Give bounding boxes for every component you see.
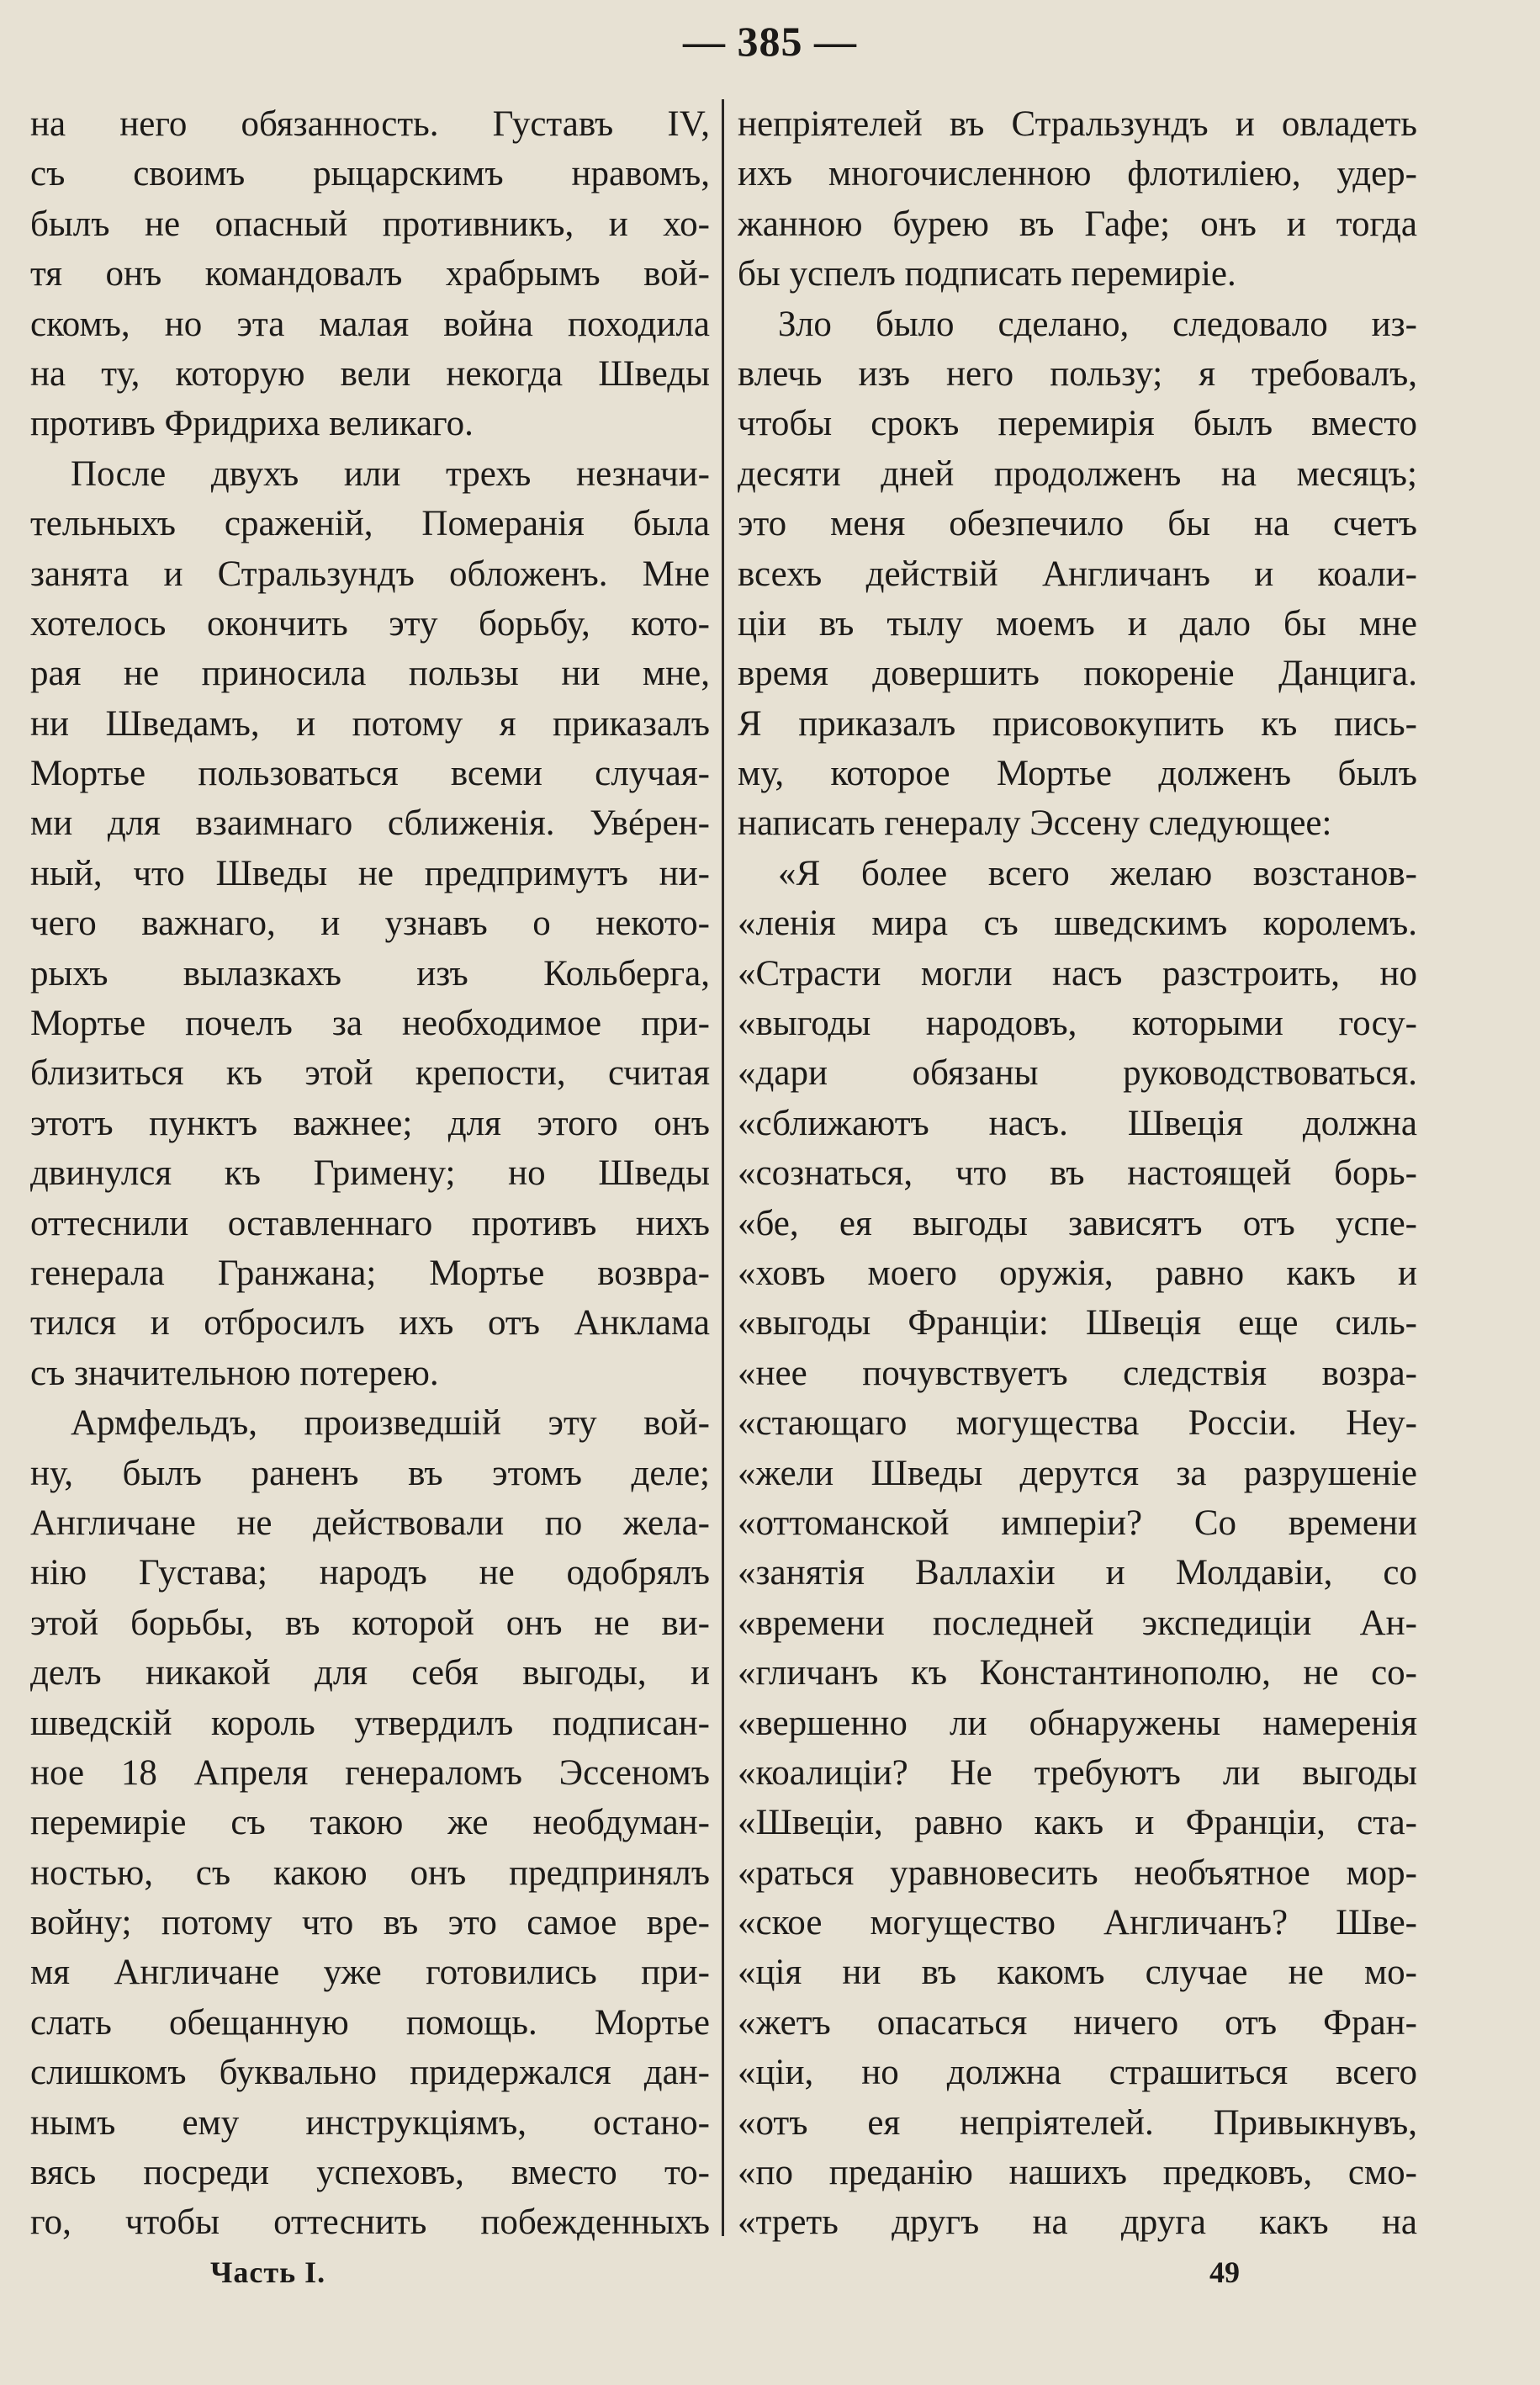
text-line: «гличанъ къ Константинополю, не со- <box>738 1653 1417 1693</box>
text-line: ни Шведамъ, и потому я приказалъ <box>30 703 710 744</box>
part-label: Часть I. <box>210 2255 326 2289</box>
text-line: После двухъ или трехъ незначи- <box>71 453 710 494</box>
text-line: «оттоманской имперіи? Со времени <box>738 1503 1417 1543</box>
text-line: слать обещанную помощь. Мортье <box>30 2002 710 2043</box>
text-line: «раться уравновесить необъятное мор- <box>738 1852 1417 1893</box>
text-line: «Страсти могли насъ разстроить, но <box>738 953 1417 994</box>
text-line: «стающаго могущества Россіи. Неу- <box>738 1403 1417 1444</box>
text-line: мя Англичане уже готовились при- <box>30 1953 710 1993</box>
text-line: этой борьбы, въ которой онъ не ви- <box>30 1603 710 1643</box>
text-line: «ховъ моего оружія, равно какъ и <box>738 1253 1417 1293</box>
text-line: «треть другъ на друга какъ на <box>738 2202 1417 2243</box>
text-line: ихъ многочисленною флотиліею, удер- <box>738 154 1417 194</box>
text-line: «вершенно ли обнаружены намеренія <box>738 1703 1417 1743</box>
text-line: чтобы срокъ перемирія былъ вместо <box>738 404 1417 444</box>
text-line: войну; потому что въ это самое вре- <box>30 1903 710 1943</box>
text-line: Армфельдъ, произведшій эту вой- <box>71 1403 710 1444</box>
text-line: перемиріе съ такою же необдуман- <box>30 1803 710 1843</box>
text-line: двинулся къ Гримену; но Шведы <box>30 1153 710 1194</box>
left-text-column <box>30 99 710 2253</box>
text-line: на него обязанность. Густавъ IV, <box>30 104 710 144</box>
text-line: тился и отбросилъ ихъ отъ Анклама <box>30 1303 710 1344</box>
text-line: «отъ ея непріятелей. Привыкнувъ, <box>738 2102 1417 2143</box>
text-line: хотелось окончить эту борьбу, кото- <box>30 603 710 644</box>
text-line: генерала Гранжана; Мортье возвра- <box>30 1253 710 1293</box>
text-line: на ту, которую вели некогда Шведы <box>30 353 710 394</box>
text-line: противъ Фридриха великаго. <box>30 404 474 444</box>
text-line: нію Густава; народъ не одобрялъ <box>30 1553 710 1593</box>
text-line: ный, что Шведы не предпримутъ ни- <box>30 853 710 893</box>
text-line: Мортье пользоваться всеми случая- <box>30 754 710 794</box>
text-line: близиться къ этой крепости, считая <box>30 1053 710 1094</box>
text-line: это меня обезпечило бы на счетъ <box>738 504 1417 544</box>
text-line: былъ не опасный противникъ, и хо- <box>30 204 710 244</box>
text-line: «сознаться, что въ настоящей борь- <box>738 1153 1417 1194</box>
text-line: «жетъ опасаться ничего отъ Фран- <box>738 2002 1417 2043</box>
text-line: «сближаютъ насъ. Швеція должна <box>738 1103 1417 1143</box>
text-line: ностью, съ какою онъ предпринялъ <box>30 1852 710 1893</box>
text-line: «ція ни въ какомъ случае не мо- <box>738 1953 1417 1993</box>
column-divider <box>722 99 724 2236</box>
text-line: написать генералу Эссену следующее: <box>738 803 1332 844</box>
text-line: «коалиціи? Не требуютъ ли выгоды <box>738 1752 1417 1793</box>
text-line: делъ никакой для себя выгоды, и <box>30 1653 710 1693</box>
text-line: «дари обязаны руководствоваться. <box>738 1053 1417 1094</box>
text-line: чего важнаго, и узнавъ о некото- <box>30 904 710 944</box>
text-line: тельныхъ сраженій, Померанія была <box>30 504 710 544</box>
text-line: «ціи, но должна страшиться всего <box>738 2053 1417 2093</box>
text-line: слишкомъ буквально придержался дан- <box>30 2053 710 2093</box>
text-line: скомъ, но эта малая война походила <box>30 304 710 344</box>
text-line: время довершить покореніе Данцига. <box>738 654 1417 694</box>
text-line: «жели Шведы дерутся за разрушеніе <box>738 1453 1417 1493</box>
text-line: Я приказалъ присовокупить къ пись- <box>738 703 1417 744</box>
text-line: оттеснили оставленнаго противъ нихъ <box>30 1203 710 1243</box>
right-text-column <box>738 99 1417 2253</box>
signature-mark: 49 <box>1209 2255 1240 2289</box>
text-line: рая не приносила пользы ни мне, <box>30 654 710 694</box>
text-line: «выгоды народовъ, которыми госу- <box>738 1004 1417 1044</box>
text-line: «бе, ея выгоды зависятъ отъ успе- <box>738 1203 1417 1243</box>
text-line: Зло было сделано, следовало из- <box>778 304 1417 344</box>
text-line: «Швеціи, равно какъ и Франціи, ста- <box>738 1803 1417 1843</box>
text-line: Мортье почелъ за необходимое при- <box>30 1004 710 1044</box>
text-line: «ское могущество Англичанъ? Шве- <box>738 1903 1417 1943</box>
text-line: «по преданію нашихъ предковъ, смо- <box>738 2153 1417 2193</box>
text-line: «нее почувствуетъ следствія возра- <box>738 1353 1417 1393</box>
text-line: вясь посреди успеховъ, вместо то- <box>30 2153 710 2193</box>
text-line: ціи въ тылу моемъ и дало бы мне <box>738 603 1417 644</box>
text-line: ное 18 Апреля генераломъ Эссеномъ <box>30 1752 710 1793</box>
page-number: — 385 — <box>683 18 857 65</box>
text-line: съ значительною потерею. <box>30 1353 439 1393</box>
text-line: влечь изъ него пользу; я требовалъ, <box>738 353 1417 394</box>
text-line: нымъ ему инструкціямъ, остано- <box>30 2102 710 2143</box>
text-line: «выгоды Франціи: Швеція еще силь- <box>738 1303 1417 1344</box>
text-line: «Я более всего желаю возстанов- <box>778 853 1417 893</box>
text-line: ми для взаимнаго сближенія. Увéрен- <box>30 803 710 844</box>
text-line: шведскій король утвердилъ подписан- <box>30 1703 710 1743</box>
text-line: десяти дней продолженъ на месяцъ; <box>738 453 1417 494</box>
text-line: всехъ действій Англичанъ и коали- <box>738 554 1417 594</box>
text-line: ну, былъ раненъ въ этомъ деле; <box>30 1453 710 1493</box>
text-line: этотъ пунктъ важнее; для этого онъ <box>30 1103 710 1143</box>
text-line: съ своимъ рыцарскимъ нравомъ, <box>30 154 710 194</box>
text-line: рыхъ вылазкахъ изъ Кольберга, <box>30 953 710 994</box>
text-line: жанною бурею въ Гафе; онъ и тогда <box>738 204 1417 244</box>
text-line: занята и Стральзундъ обложенъ. Мне <box>30 554 710 594</box>
text-line: «занятія Валлахіи и Молдавіи, со <box>738 1553 1417 1593</box>
text-line: го, чтобы оттеснить побежденныхъ <box>30 2202 710 2243</box>
text-line: тя онъ командовалъ храбрымъ вой- <box>30 254 710 294</box>
text-line: бы успелъ подписать перемиріе. <box>738 254 1236 294</box>
text-line: непріятелей въ Стральзундъ и овладеть <box>738 104 1417 144</box>
text-line: му, которое Мортье долженъ былъ <box>738 754 1417 794</box>
text-line: «времени последней экспедиціи Ан- <box>738 1603 1417 1643</box>
text-line: Англичане не действовали по жела- <box>30 1503 710 1543</box>
text-line: «ленія мира съ шведскимъ королемъ. <box>738 904 1417 944</box>
